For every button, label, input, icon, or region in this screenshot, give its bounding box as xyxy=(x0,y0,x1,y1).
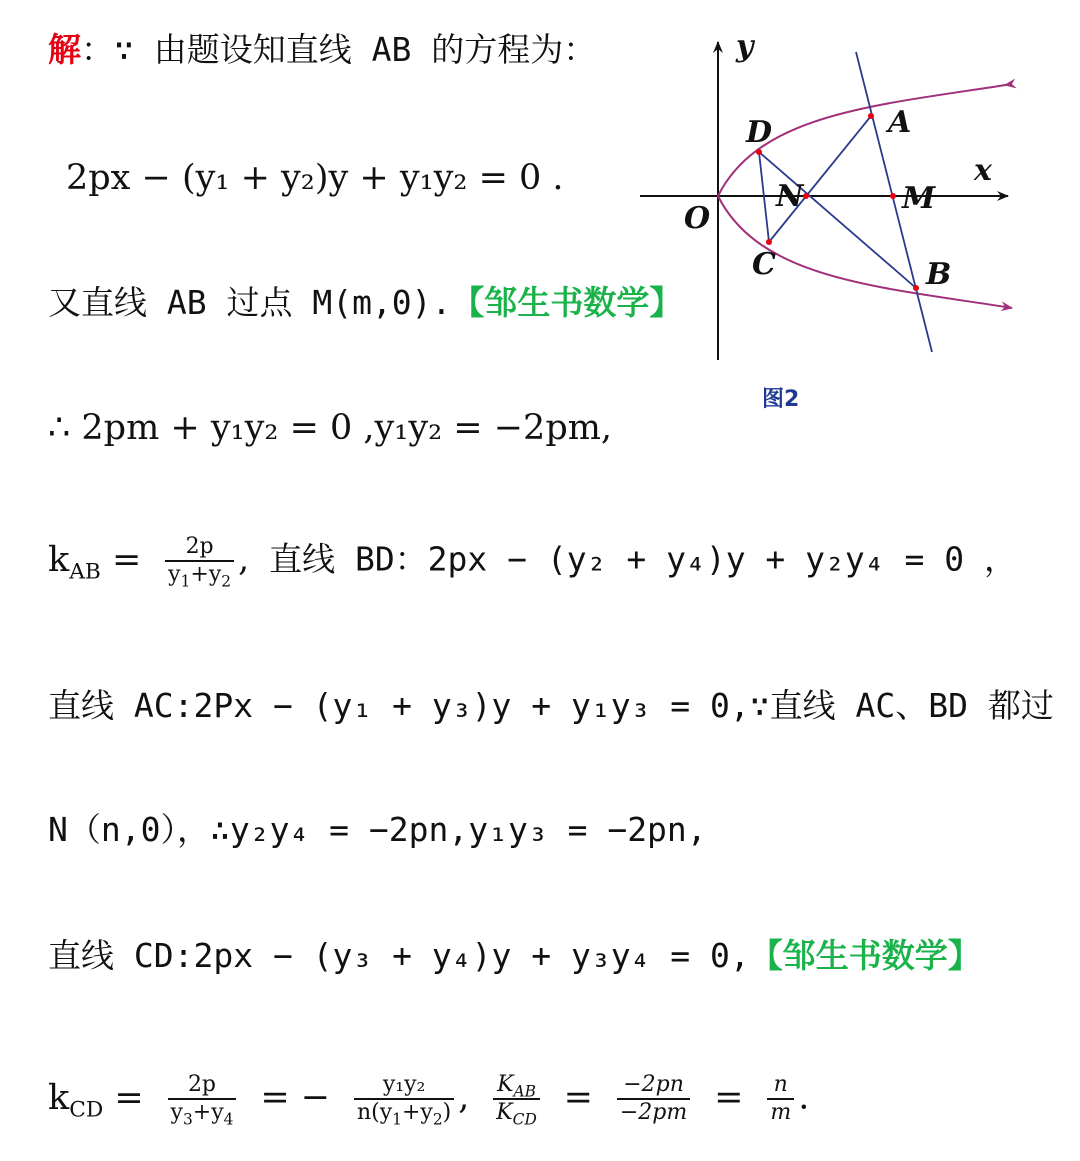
ratio-k-ab: $K_{AB}$ xyxy=(497,1072,536,1101)
k-cd-num-1: 2p xyxy=(187,1072,217,1097)
line-bd xyxy=(759,152,916,288)
n-over-m-den: m xyxy=(767,1098,794,1126)
ratio-k-cd: $K_{CD}$ xyxy=(493,1098,540,1126)
axis-x-label: x xyxy=(974,153,992,188)
parabola-figure xyxy=(630,30,1030,420)
comma-2: , xyxy=(458,1077,470,1118)
point-m-label: M xyxy=(902,181,936,216)
k-cd-fraction-1 xyxy=(168,1072,237,1129)
point-n-line: N（n,0），∴y₂y₄ = −2pn,y₁y₃ = −2pn, xyxy=(48,810,707,849)
k-ab-symbol: $k_{AB}$ = xyxy=(48,539,142,585)
point-b-dot xyxy=(913,285,919,291)
line-through-m xyxy=(48,283,682,323)
point-a-dot xyxy=(868,113,874,119)
slope-ab-line xyxy=(48,534,1017,591)
ratio-value-fraction xyxy=(617,1072,690,1126)
point-c-dot xyxy=(766,239,772,245)
k-ab-fraction xyxy=(165,534,234,591)
k-cd-den-2: $n(y_1+y_2)$ xyxy=(354,1098,454,1126)
k-ab-denominator: $y_1+y_2$ xyxy=(165,560,234,588)
ratio-value-den: −2pm xyxy=(617,1098,690,1126)
n-over-m-fraction xyxy=(767,1072,794,1126)
equals-1: = xyxy=(563,1077,593,1118)
line-cd-equation-line xyxy=(48,936,981,976)
therefore-line: ∴ 2pm + y₁y₂ = 0 ,y₁y₂ = −2pm, xyxy=(48,408,613,448)
equation-ab: 2px − (y₁ + y₂)y + y₁y₂ = 0 . xyxy=(66,158,564,198)
ratio-value-num: −2pn xyxy=(623,1072,684,1097)
equals-2: = xyxy=(714,1077,744,1118)
axis-y-label: y xyxy=(736,30,754,64)
parabola-upper-arrow xyxy=(1005,84,1012,85)
point-a-label: A xyxy=(888,105,912,140)
final-period: . xyxy=(798,1077,810,1118)
line-through-m-text: 又直线 AB 过点 M(m,0). xyxy=(48,283,452,322)
k-cd-fraction-2 xyxy=(354,1072,454,1129)
watermark-text-2: 【邹生书数学】 xyxy=(749,936,981,975)
comma: , xyxy=(238,539,250,580)
equals-minus: = − xyxy=(260,1077,331,1118)
intro-text: ：∵ 由题设知直线 AB 的方程为： xyxy=(81,30,597,69)
line-cd-equation: 直线 CD:2px − (y₃ + y₄)y + y₃y₄ = 0, xyxy=(48,936,750,975)
point-n-label: N xyxy=(776,179,804,214)
point-m-dot xyxy=(890,193,896,199)
k-cd-symbol: $k_{CD}$ = xyxy=(48,1077,144,1123)
solution-intro-line xyxy=(48,30,596,70)
k-cd-num-2: y₁y₂ xyxy=(382,1072,426,1097)
slope-cd-line xyxy=(48,1072,810,1129)
point-c-label: C xyxy=(752,247,776,282)
line-bd-equation: 直线 BD：2px − (y₂ + y₄)y + y₂y₄ = 0 ， xyxy=(269,539,1017,579)
ratio-fraction xyxy=(493,1072,540,1129)
line-ac-equation: 直线 AC:2Px − (y₁ + y₃)y + y₁y₃ = 0,∵直线 AC、BD 都过 xyxy=(48,686,1054,725)
solution-label: 解 xyxy=(48,30,81,69)
n-over-m-num: n xyxy=(773,1072,788,1097)
figure-caption: 图2 xyxy=(762,387,800,412)
point-n-dot xyxy=(803,193,809,199)
point-d-label: D xyxy=(746,115,773,150)
origin-label: O xyxy=(684,201,711,236)
point-b-label: B xyxy=(926,257,952,292)
watermark-text: 【邹生书数学】 xyxy=(451,283,683,322)
k-cd-den-1: $y_3+y_4$ xyxy=(168,1098,237,1126)
k-ab-numerator: 2p xyxy=(185,534,214,559)
